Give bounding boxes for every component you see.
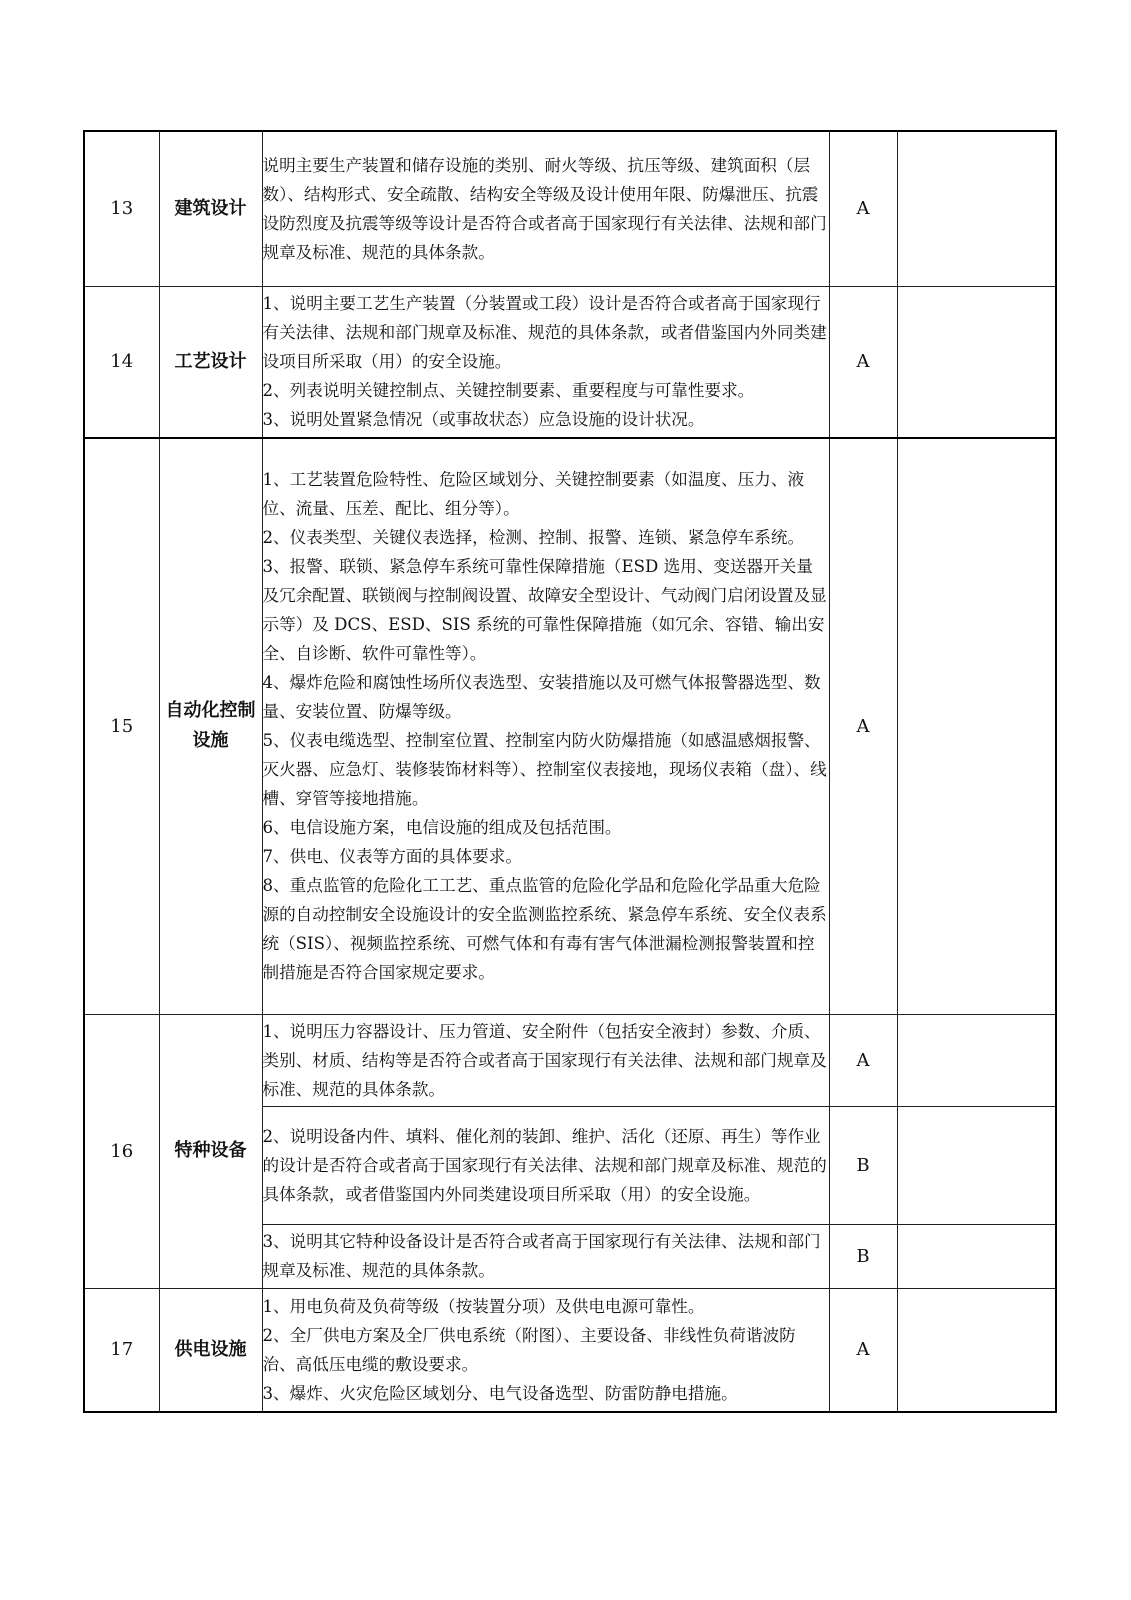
remark-cell <box>897 1014 1056 1106</box>
row-number: 15 <box>84 438 159 1014</box>
content-line: 3、爆炸、火灾危险区域划分、电气设备选型、防雷防静电措施。 <box>262 1383 738 1403</box>
item-content <box>262 286 829 438</box>
remark-cell <box>897 286 1056 438</box>
content-line: 8、重点监管的危险化工工艺、重点监管的危险化学品和危险化学品重大危险源的自动控制安全设施设计的安全监测监控系统、紧急停车系统、安全仪表系统（SIS）、视频监控系统、可燃气体和有毒有害气体泄漏检测报警装置和控制措施是否符合国家规定要求。 <box>262 876 827 983</box>
remark-cell <box>897 1106 1056 1224</box>
item-name: 特种设备 <box>159 1014 262 1288</box>
remark-cell <box>897 1224 1056 1288</box>
content-line: 3、报警、联锁、紧急停车系统可靠性保障措施（ESD 选用、变送器开关量及冗余配置、联锁阀与控制阀设置、故障安全型设计、气动阀门启闭设置及显示等）及 DCS、ESD、SIS 系统的可靠性保障措施（如冗余、容错、输出安全、自诊断、软件可靠性等）。 <box>262 557 827 664</box>
item-name: 供电设施 <box>159 1288 262 1412</box>
grade-cell: A <box>829 286 897 438</box>
table-row <box>84 131 1056 286</box>
content-line: 1、用电负荷及负荷等级（按装置分项）及供电电源可靠性。 <box>262 1296 705 1316</box>
grade-cell: A <box>829 1014 897 1106</box>
content-line: 2、全厂供电方案及全厂供电系统（附图）、主要设备、非线性负荷谐波防治、高低压电缆的敷设要求。 <box>262 1325 796 1374</box>
row-number: 16 <box>84 1014 159 1288</box>
content-line: 3、说明其它特种设备设计是否符合或者高于国家现行有关法律、法规和部门规章及标准、规范的具体条款。 <box>262 1232 821 1280</box>
content-line: 2、说明设备内件、填料、催化剂的装卸、维护、活化（还原、再生）等作业的设计是否符合或者高于国家现行有关法律、法规和部门规章及标准、规范的具体条款，或者借鉴国内外同类建设项目所采取（用）的安全设施。 <box>262 1126 827 1204</box>
row-number: 14 <box>84 286 159 438</box>
content-line: 说明主要生产装置和储存设施的类别、耐火等级、抗压等级、建筑面积（层数）、结构形式、安全疏散、结构安全等级及设计使用年限、防爆泄压、抗震设防烈度及抗震等级等设计是否符合或者高于国家现行有关法律、法规和部门规章及标准、规范的具体条款。 <box>262 155 827 262</box>
item-content <box>262 1106 829 1224</box>
remark-cell <box>897 1288 1056 1412</box>
content-line: 2、列表说明关键控制点、关键控制要素、重要程度与可靠性要求。 <box>262 381 755 401</box>
content-line: 3、说明处置紧急情况（或事故状态）应急设施的设计状况。 <box>262 410 705 430</box>
item-content <box>262 438 829 1014</box>
remark-cell <box>897 438 1056 1014</box>
table-row <box>84 438 1056 1014</box>
grade-cell: B <box>829 1224 897 1288</box>
row-number: 17 <box>84 1288 159 1412</box>
item-name: 自动化控制设施 <box>159 438 262 1014</box>
row-number: 13 <box>84 131 159 286</box>
content-line: 7、供电、仪表等方面的具体要求。 <box>262 847 522 867</box>
item-name: 建筑设计 <box>159 131 262 286</box>
grade-cell: A <box>829 1288 897 1412</box>
table-row <box>84 286 1056 438</box>
grade-cell: A <box>829 438 897 1014</box>
remark-cell <box>897 131 1056 286</box>
table-row <box>84 1014 1056 1106</box>
grade-cell: B <box>829 1106 897 1224</box>
table-row <box>84 1288 1056 1412</box>
item-content <box>262 1224 829 1288</box>
content-line: 1、工艺装置危险特性、危险区域划分、关键控制要素（如温度、压力、液位、流量、压差、配比、组分等）。 <box>262 470 805 519</box>
content-line: 1、说明主要工艺生产装置（分装置或工段）设计是否符合或者高于国家现行有关法律、法规和部门规章及标准、规范的具体条款，或者借鉴国内外同类建设项目所采取（用）的安全设施。 <box>262 294 827 372</box>
content-line: 6、电信设施方案，电信设施的组成及包括范围。 <box>262 818 622 838</box>
item-content <box>262 131 829 286</box>
content-line: 4、爆炸危险和腐蚀性场所仪表选型、安装措施以及可燃气体报警器选型、数量、安装位置、防爆等级。 <box>262 673 821 722</box>
item-name: 工艺设计 <box>159 286 262 438</box>
item-content <box>262 1288 829 1412</box>
item-content <box>262 1014 829 1106</box>
content-line: 1、说明压力容器设计、压力管道、安全附件（包括安全液封）参数、介质、类别、材质、结构等是否符合或者高于国家现行有关法律、法规和部门规章及标准、规范的具体条款。 <box>262 1021 827 1099</box>
review-table <box>83 130 1057 1413</box>
grade-cell: A <box>829 131 897 286</box>
content-line: 5、仪表电缆选型、控制室位置、控制室内防火防爆措施（如感温感烟报警、灭火器、应急灯、装修装饰材料等）、控制室仪表接地，现场仪表箱（盘）、线槽、穿管等接地措施。 <box>262 731 827 809</box>
content-line: 2、仪表类型、关键仪表选择，检测、控制、报警、连锁、紧急停车系统。 <box>262 528 805 548</box>
